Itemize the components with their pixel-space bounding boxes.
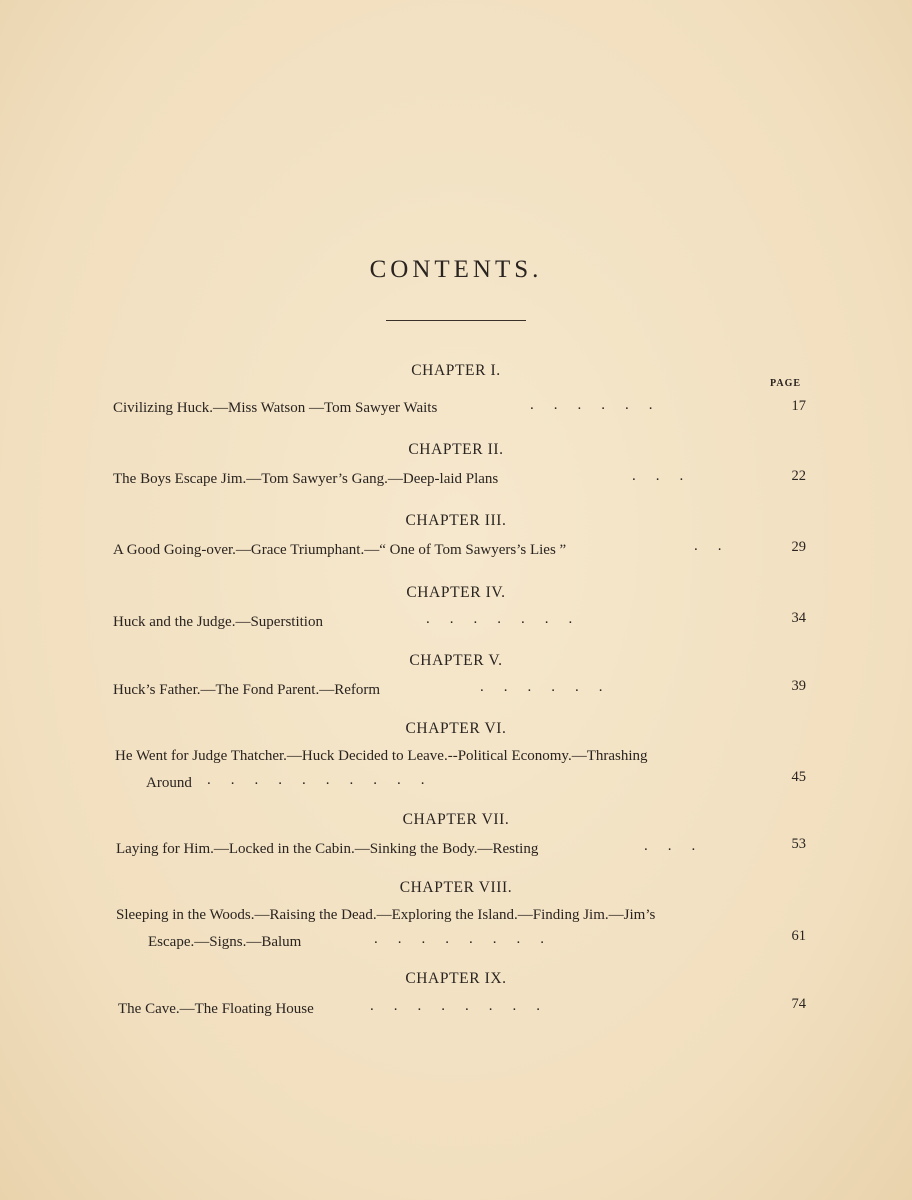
chapter-summary: He Went for Judge Thatcher.—Huck Decided to Leave.--Political Economy.—Thrashing: [115, 748, 648, 764]
dot-leader: ...: [632, 468, 704, 484]
page-number: 53: [791, 836, 806, 852]
dot-leader: ...: [644, 838, 716, 854]
page-number: 17: [791, 398, 806, 414]
chapter-heading: CHAPTER IX.: [405, 970, 507, 987]
dot-leader: ........: [374, 931, 564, 947]
chapter-heading: CHAPTER IV.: [406, 584, 506, 601]
dot-leader: ..: [694, 538, 742, 554]
chapter-summary-continued: Around: [146, 775, 192, 791]
page-number: 22: [791, 468, 806, 484]
chapter-heading: CHAPTER I.: [411, 362, 501, 379]
chapter-summary: Sleeping in the Woods.—Raising the Dead.—Exploring the Island.—Finding Jim.—Jim’s: [116, 907, 656, 923]
chapter-heading: CHAPTER VII.: [402, 811, 510, 828]
chapter-summary: Laying for Him.—Locked in the Cabin.—Sinking the Body.—Resting: [116, 841, 539, 857]
chapter-summary: Huck’s Father.—The Fond Parent.—Reform: [113, 682, 381, 698]
title-rule: [386, 320, 526, 321]
chapter-summary: A Good Going-over.—Grace Triumphant.—“ One of Tom Sawyers’s Lies ”: [113, 542, 567, 558]
chapter-summary: The Cave.—The Floating House: [118, 1001, 314, 1017]
dot-leader: ......: [530, 397, 673, 413]
page-number: 74: [791, 996, 806, 1012]
page-number: 29: [791, 539, 806, 555]
chapter-heading: CHAPTER V.: [409, 652, 503, 669]
page-number: 39: [791, 678, 806, 694]
dot-leader: ........: [370, 998, 560, 1014]
chapter-heading: CHAPTER VIII.: [399, 879, 513, 896]
page-title: CONTENTS.: [369, 256, 543, 283]
page-number: 61: [791, 928, 806, 944]
dot-leader: ......: [480, 679, 623, 695]
chapter-summary: The Boys Escape Jim.—Tom Sawyer’s Gang.—Deep-laid Plans: [113, 471, 499, 487]
page-number: 34: [791, 610, 806, 626]
dot-leader: .......: [426, 611, 593, 627]
chapter-summary-continued: Escape.—Signs.—Balum: [148, 934, 302, 950]
chapter-summary: Civilizing Huck.—Miss Watson —Tom Sawyer Waits: [113, 400, 438, 416]
dot-leader: ..........: [207, 772, 445, 788]
page-column-label: PAGE: [770, 378, 802, 389]
chapter-heading: CHAPTER III.: [405, 512, 507, 529]
chapter-heading: CHAPTER II.: [408, 441, 504, 458]
chapter-summary: Huck and the Judge.—Superstition: [113, 614, 323, 630]
chapter-heading: CHAPTER VI.: [405, 720, 507, 737]
page-number: 45: [791, 769, 806, 785]
